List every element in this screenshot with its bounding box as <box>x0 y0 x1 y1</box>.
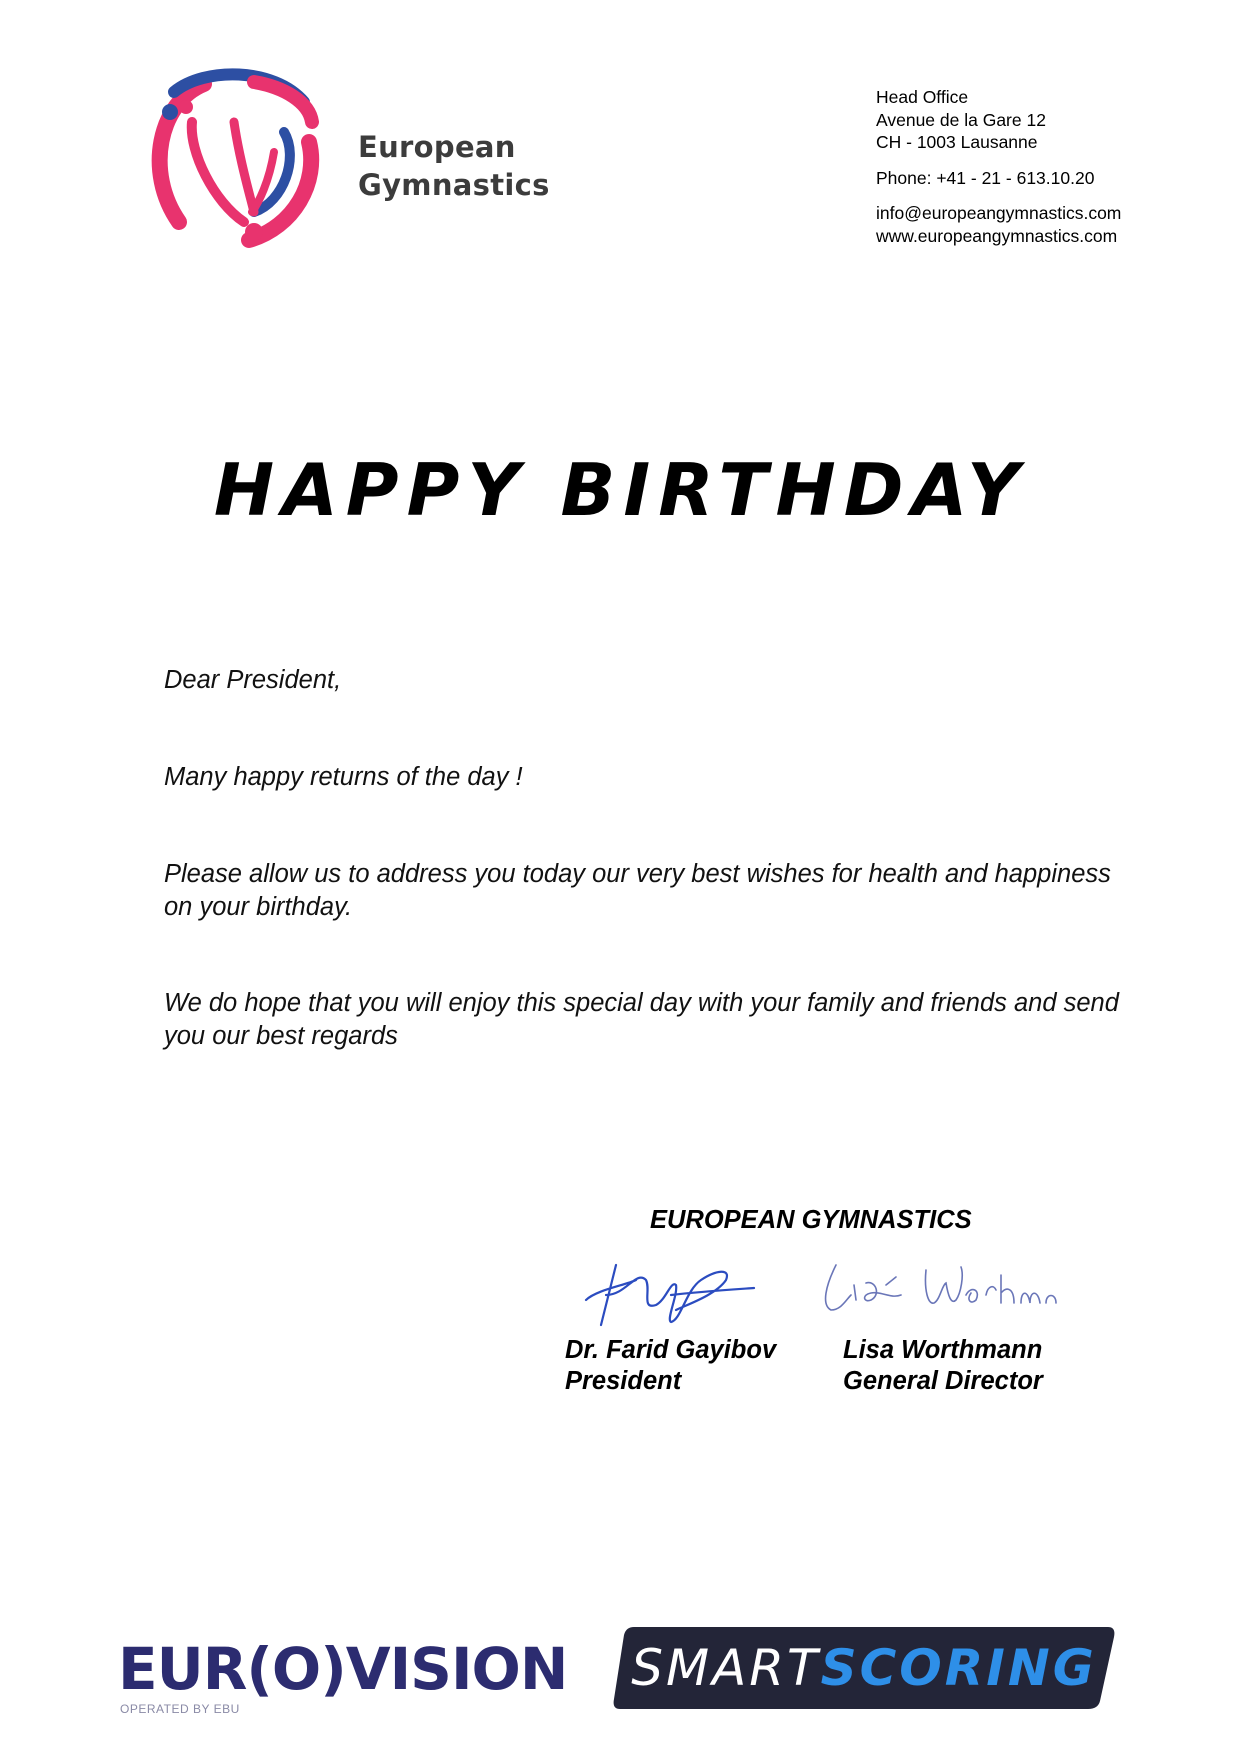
logo-wordmark <box>358 128 550 204</box>
signer-2-title: General Director <box>843 1367 1043 1395</box>
signer-1-title: President <box>565 1367 682 1395</box>
signature-2-icon <box>816 1255 1061 1325</box>
signer-2 <box>843 1335 1043 1397</box>
logo-line1: European <box>358 130 516 164</box>
smartscoring-logo <box>612 1625 1116 1711</box>
address-block <box>876 86 1121 247</box>
address-city: CH - 1003 Lausanne <box>876 132 1038 152</box>
eurovision-subtitle: OPERATED BY EBU <box>120 1702 240 1716</box>
address-title: Head Office <box>876 87 969 107</box>
email-address: info@europeangymnastics.com <box>876 203 1122 223</box>
signature-1-icon <box>576 1250 756 1330</box>
page-title: HAPPY BIRTHDAY <box>213 448 1028 532</box>
smartscoring-part2: SCORING <box>820 1639 1097 1697</box>
letter-paragraph-3: We do hope that you will enjoy this special day with your family and friends and send you our best regards <box>164 989 1119 1050</box>
european-gymnastics-logo-icon <box>134 62 334 252</box>
letter-greeting: Dear President, <box>164 666 342 694</box>
eurovision-wordmark: EUR(O)VISION <box>118 1635 568 1703</box>
letter-paragraph-1: Many happy returns of the day ! <box>164 763 523 791</box>
signer-2-name: Lisa Worthmann <box>843 1336 1043 1364</box>
signature-organization: EUROPEAN GYMNASTICS <box>650 1206 972 1234</box>
logo-line2: Gymnastics <box>358 168 550 202</box>
website-url: www.europeangymnastics.com <box>876 225 1118 246</box>
smartscoring-wordmark <box>612 1625 1116 1711</box>
eurovision-logo <box>118 1635 568 1728</box>
signer-1-name: Dr. Farid Gayibov <box>565 1336 777 1364</box>
smartscoring-part1: SMART <box>631 1639 821 1697</box>
signer-1 <box>565 1335 776 1397</box>
phone-number: Phone: +41 - 21 - 613.10.20 <box>876 167 1095 188</box>
address-street: Avenue de la Gare 12 <box>876 109 1046 130</box>
letter-paragraph-2: Please allow us to address you today our very best wishes for health and happiness on your birthday. <box>164 860 1111 921</box>
